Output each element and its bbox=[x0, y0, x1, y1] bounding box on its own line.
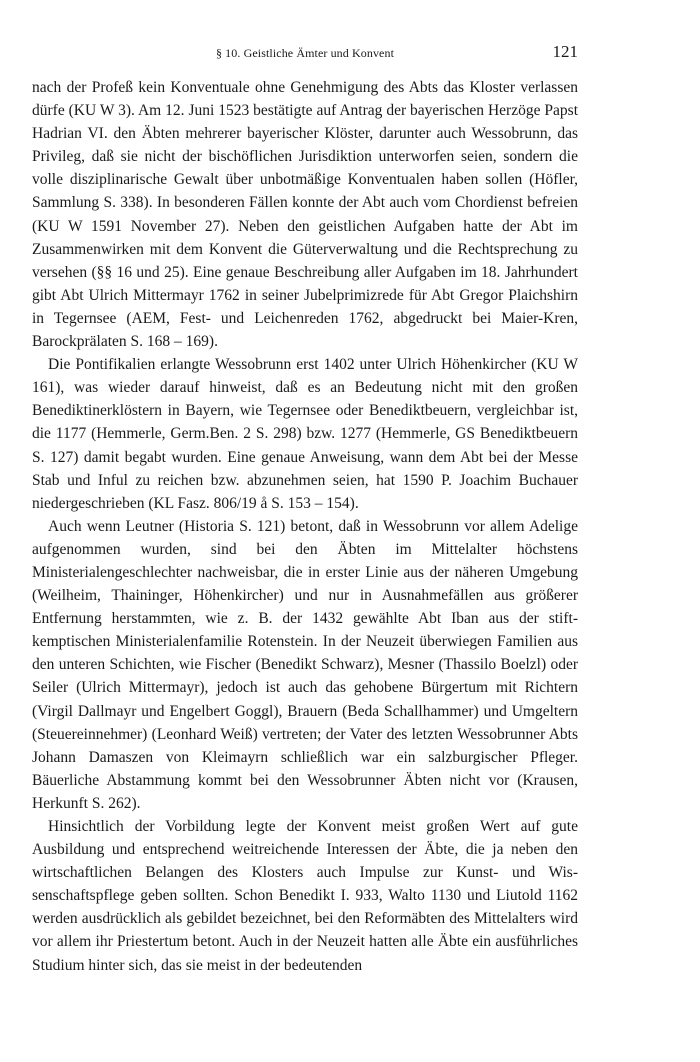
running-title: § 10. Geistliche Ämter und Konvent bbox=[215, 46, 395, 60]
paragraph-4: Hinsichtlich der Vorbildung legte der Konvent meist großen Wert auf gute Ausbildung und entsprechend weitreichende Interessen der Äbte, die ja neben den wirtschaftlichen Belangen des Klosters auch Impulse zur Kunst- und Wissenschaftspflege geben sollten. Schon Benedikt I. 933, Walto 1130 und Liutold 1162 werden ausdrücklich als gebildet bezeichnet, bei den Reformäbten des Mittelalters wird vor allem ihr Priestertum betont. Auch in der Neuzeit hatten alle Äbte ein ausführliches Studium hinter sich, das sie meist in der bedeutenden bbox=[32, 818, 578, 974]
running-head bbox=[32, 42, 578, 66]
paragraph-1: nach der Profeß kein Konventuale ohne Genehmigung des Abts das Kloster verlassen dürfe (KU W 3). Am 12. Juni 1523 bestätigte auf Antrag der bayerischen Herzöge Papst Hadrian VI. den Äbten mehrerer bayerischer Klöster, darunter auch Wessobrunn, das Privileg, daß sie nicht der bischöflichen Jurisdiktion unterworfen seien, sondern die volle disziplinarische Gewalt über unbotmäßige Konventualen haben sollen (Höfler, Sammlung S. 338). In besonderen Fällen konnte der Abt auch vom Chordienst befreien (KU W 1591 November 27). Neben den geistlichen Aufgaben hatte der Abt im Zusammenwirken mit dem Konvent die Güterverwaltung und die Rechtsprechung zu versehen (§§ 16 und 25). Eine genaue Beschreibung aller Aufgaben im 18. Jahrhundert gibt Abt Ulrich Mittermayr 1762 in seiner Jubelprimizrede für Abt Gregor Plaichshirn in Tegernsee (AEM, Fest- und Leichenreden 1762, abgedruckt bei Maier-Kren, Barockprälaten S. 168 – 169). bbox=[32, 79, 578, 351]
paragraph-3: Auch wenn Leutner (Historia S. 121) betont, daß in Wessobrunn vor allem Adelige aufgenommen wurden, sind bei den Äbten im Mittelalter höchstens Ministerialengeschlechter nachweisbar, die in erster Linie aus der näheren Umgebung (Weilheim, Thaininger, Höhenkircher) und nur in Ausnahmefällen aus größerer Entfernung herstammten, wie z. B. der 1432 gewählte Abt Iban aus der stift-kemptischen Ministerialenfamilie Rotenstein. In der Neuzeit überwiegen Familien aus den unteren Schichten, wie Fischer (Benedikt Schwarz), Mesner (Thassilo Boelzl) oder Seiler (Ulrich Mittermayr), jedoch ist auch das gehobene Bürgertum mit Richtern (Virgil Dallmayr und Engelbert Goggl), Brauern (Beda Schallhammer) und Umgeltern (Steuereinnehmer) (Leonhard Weiß) vertreten; der Vater des letzten Wessobrunner Abts Johann Damaszen von Kleimayrn schließlich war ein salzburgischer Pfleger. Bäuerliche Abstammung kommt bei den Wessobrunner Äbten nicht vor (Krausen, Herkunft S. 262). bbox=[32, 517, 578, 812]
body-text bbox=[32, 76, 578, 977]
page-number: 121 bbox=[552, 42, 578, 61]
paragraph-2: Die Pontifikalien erlangte Wessobrunn erst 1402 unter Ulrich Höhenkircher (KU W 161), was wieder darauf hinweist, daß es an Bedeutung nicht mit den großen Benediktinerklöstern in Bayern, wie Tegernsee oder Benediktbeuern, vergleichbar ist, die 1177 (Hemmerle, Germ.Ben. 2 S. 298) bzw. 1277 (Hemmerle, GS Benediktbeuern S. 127) damit begabt wurden. Eine genaue Anweisung, wann dem Abt bei der Messe Stab und Inful zu reichen bzw. abzunehmen seien, hat 1590 P. Joachim Buchauer niedergeschrieben (KL Fasz. 806/19 å S. 153 – 154). bbox=[32, 356, 578, 512]
